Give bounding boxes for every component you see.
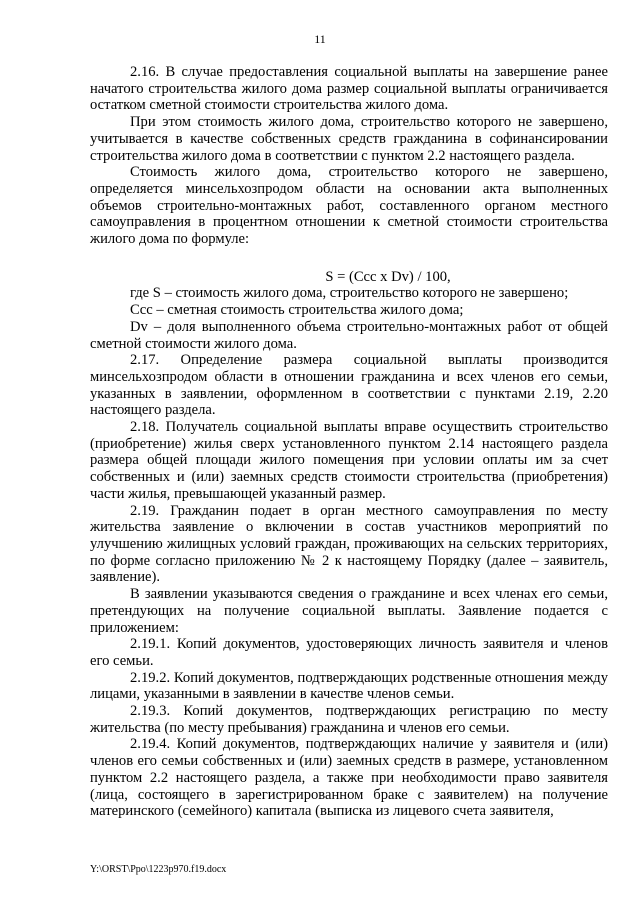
paragraph-cost-determination: Стоимость жилого дома, строительство которого не завершено, определяется минсельхозпродом области на основании акта выполненных объемов строительно-монтажных работ, составленного органом местного самоуправления в процентном отношении к сметной стоимости строительства жилого дома по формуле: <box>90 164 608 248</box>
page-number: 11 <box>314 32 326 46</box>
formula: S = (Ccc x Dv) / 100, <box>325 268 451 285</box>
paragraph-2-17: 2.17. Определение размера социальной выплаты производится минсельхозпродом области в отношении гражданина и всех членов его семьи, указанных в заявлении, оформленном в соответствии с пунктами 2.19, 2.20 настоящего раздела. <box>90 352 608 419</box>
paragraph-2-19-2: 2.19.2. Копий документов, подтверждающих родственные отношения между лицами, указанными в заявлении в качестве членов семьи. <box>90 669 608 703</box>
paragraph-application-info: В заявлении указываются сведения о гражданине и всех членах его семьи, претендующих на получение социальной выплаты. Заявление подается с приложением: <box>90 586 608 636</box>
formula-definition-dv: Dv – доля выполненного объема строительно-монтажных работ от общей сметной стоимости жилого дома. <box>90 318 608 352</box>
document-body <box>90 64 608 820</box>
paragraph-2-18: 2.18. Получатель социальной выплаты вправе осуществить строительство (приобретение) жилья сверх установленного пунктом 2.14 настоящего раздела размера общей площади жилого помещения при условии оплаты им за счет собственных и (или) заемных средств стоимости строительства (приобретения) части жилья, превышающей указанный размер. <box>90 419 608 502</box>
footer-file-path: Y:\ORST\Ppo\1223p970.f19.docx <box>90 864 227 875</box>
formula-definition-s: где S – стоимость жилого дома, строительство которого не завершено; <box>130 285 569 302</box>
paragraph-2-19-1: 2.19.1. Копий документов, удостоверяющих личность заявителя и членов его семьи. <box>90 636 608 669</box>
formula-definition-ccc: Ccc – сметная стоимость строительства жилого дома; <box>130 302 464 319</box>
paragraph-unfinished-cost: При этом стоимость жилого дома, строительство которого не завершено, учитывается в качестве собственных средств гражданина в софинансировании строительства жилого дома в соответствии с пунктом 2.2 настоящего раздела. <box>90 114 608 164</box>
paragraph-2-19: 2.19. Гражданин подает в орган местного самоуправления по месту жительства заявление о включении в состав участников мероприятий по улучшению жилищных условий граждан, проживающих на сельских территориях, по форме согласно приложению № 2 к настоящему Порядку (далее – заявитель, заявление). <box>90 502 608 586</box>
paragraph-2-19-3: 2.19.3. Копий документов, подтверждающих регистрацию по месту жительства (по месту пребывания) гражданина и членов его семьи. <box>90 703 608 736</box>
paragraph-2-19-4: 2.19.4. Копий документов, подтверждающих наличие у заявителя и (или) членов его семьи собственных и (или) заемных средств в размере, установленном пунктом 2.2 настоящего раздела, а также при необходимости право заявителя (лица, состоящего в зарегистрированном браке с заявителем) на получение материнского (семейного) капитала (выписка из лицевого счета заявителя, <box>90 736 608 820</box>
paragraph-2-16: 2.16. В случае предоставления социальной выплаты на завершение ранее начатого строительства жилого дома размер социальной выплаты ограничивается остатком сметной стоимости строительства жилого дома. <box>90 64 608 114</box>
